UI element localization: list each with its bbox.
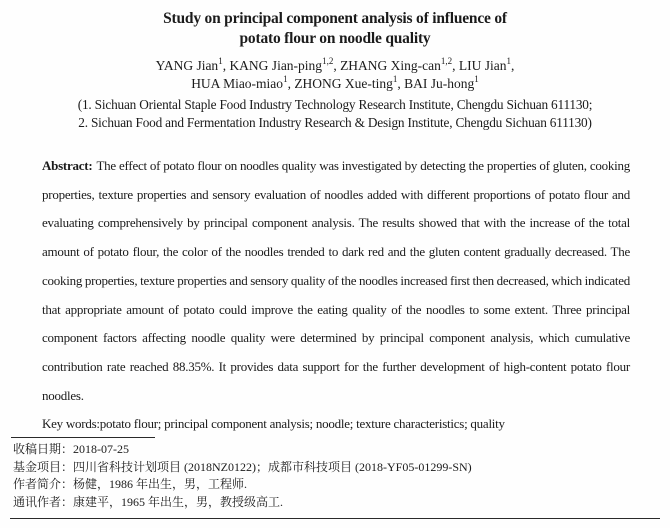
footnote-author-bio: 作者简介：杨健，1986 年出生，男，工程师. xyxy=(13,477,248,492)
keywords-label: Key words: xyxy=(42,416,100,432)
footnotes-block xyxy=(13,441,660,511)
page-bottom-rule xyxy=(10,518,660,519)
footnote-corresponding-author: 通讯作者：康建平，1965 年出生，男，教授级高工. xyxy=(13,494,284,509)
footnote-received-date: 收稿日期：2018-07-25 xyxy=(13,442,129,456)
paper-title-line-2: potato flour on noodle quality xyxy=(239,29,431,47)
affiliation-line-1: (1. Sichuan Oriental Staple Food Industry Technology Research Institute, Chengdu Sichuan 611130; xyxy=(77,97,593,112)
keywords-text: potato flour; principal component analysis; noodle; texture characteristics; quality xyxy=(99,416,505,432)
affiliation-line-2: 2. Sichuan Food and Fermentation Industry Research & Design Institute, Chengdu Sichuan 611130) xyxy=(78,114,592,130)
footnote-separator-rule xyxy=(11,437,155,438)
author-line-1: YANG Jian$^1$, KANG Jian-ping$^{1,2}$, ZHANG Xing-can$^{1,2}$, LIU Jian$^1$, xyxy=(155,55,515,73)
footnote-funding: 基金项目：四川省科技计划项目 (2018NZ0122)；成都市科技项目 (2018-YF05-01299-SN) xyxy=(13,459,472,474)
keywords-line xyxy=(42,410,630,439)
abstract-text: The effect of potato flour on noodles quality was investigated by detecting the properties of gluten, cooking properties, texture properties and sensory evaluation of noodles added with different proportions of potato flour and evaluating comprehensively by principal component analysis. The results showed that with the increase of the total amount of potato flour, the color of the noodles trended to dark red and the gluten content gradually decreased. The cooking properties, texture properties and sensory quality of the noodles increased first then decreased, which indicated that appropriate amount of potato could improve the eating quality of the noodles to some extent. Three principal component factors affecting noodle quality were determined by principal component analysis, which cumulative contribution rate reached 88.35%. It provides data support for the further development of high-content potato flour noodles. xyxy=(42,158,630,403)
abstract-paragraph xyxy=(42,152,630,410)
author-list xyxy=(0,57,670,93)
paper-title xyxy=(0,0,670,48)
abstract-label: Abstract: xyxy=(42,158,93,173)
author-line-2: HUA Miao-miao$^1$, ZHONG Xue-ting$^1$, BAI Ju-hong$^1$ xyxy=(191,73,479,91)
affiliations xyxy=(0,96,670,131)
paper-title-line-1: Study on principal component analysis of influence of xyxy=(163,10,507,27)
